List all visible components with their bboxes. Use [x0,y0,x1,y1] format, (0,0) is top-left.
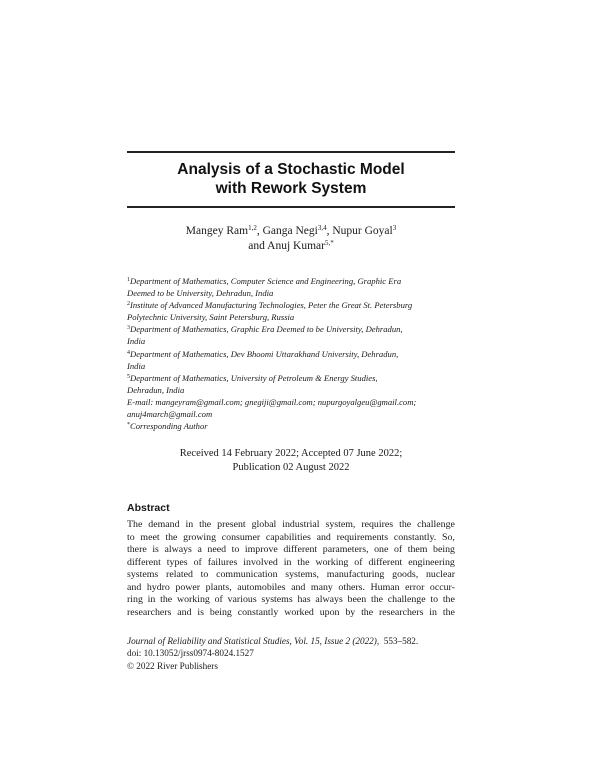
abstract-word: related [166,569,193,581]
author-affil-sup: 5,* [324,239,334,247]
author-line-1: Mangey Ram$^{1,2}$, Ganga Negi$^{3,4}$, Nupur Goyal$^3$ [185,224,397,237]
abstract-word: is [197,606,205,618]
abstract-word: the [199,519,212,530]
author-connector: and [248,240,265,252]
abstract-word: different [127,556,161,568]
abstract-word: working [176,594,210,606]
abstract-word: the [442,594,455,606]
abstract-word: of [193,556,202,568]
abstract-word: to [430,594,439,606]
abstract-word: is [152,544,159,556]
abstract-word: consumer [221,531,261,543]
affiliation-sup: 3 [127,325,130,332]
abstract-word: meet [140,531,160,543]
abstract-word: to [127,531,135,543]
corresponding-sup: * [127,422,130,429]
email-line: E-mail: mangeyram@gmail.com; gnegiji@gmail.com; nupurgoyalgeu@gmail.com; [127,396,417,407]
author-name: Anuj Kumar [267,240,325,252]
title-line-2: with Rework System [215,180,367,197]
abstract-word: them [407,544,428,556]
abstract-word: in [429,606,437,618]
abstract-word: and [316,531,331,543]
affiliation-line [127,372,467,384]
dates-line-1: Received 14 February 2022; Accepted 07 June 2022; [179,448,403,459]
abstract-word: systems [261,594,293,606]
abstract-word: many [310,581,333,593]
abstract-word: requires [361,519,394,530]
abstract-word: automobiles [237,581,286,593]
affiliation-text: Deemed to be University, Dehradun, India [127,288,274,299]
abstract-word: working [315,556,349,568]
abstract-body [127,519,455,619]
affiliation-sup: 4 [127,349,130,356]
abstract-word: improve [244,544,278,556]
abstract-word: ring [127,594,143,606]
abstract-word: error [405,581,425,593]
affiliation-line [127,360,467,372]
author-name: Nupur Goyal [332,225,393,237]
abstract-line [127,594,455,607]
abstract-word: researchers [379,606,424,618]
abstract-word: always [164,544,192,556]
abstract-word: The [127,519,143,530]
author-affil-sup: 3 [392,224,397,232]
abstract-word: manufacturing [326,569,385,581]
corresponding-author-note [127,420,467,432]
abstract-word: global [251,519,277,530]
abstract-word: the [442,606,455,618]
abstract-word: constantly. [393,531,437,543]
affiliation-sup: 5 [127,373,130,380]
journal-pages: 553–582. [383,636,419,646]
journal-citation [127,635,472,647]
abstract-word: demand [148,519,180,530]
abstract-line [127,569,455,582]
abstract-word: plants, [205,581,232,593]
affiliation-sup: 1 [127,277,130,283]
abstract-word: industrial [282,519,320,530]
abstract-word: the [370,594,384,606]
abstract-word: and [291,581,306,593]
affiliation-text: Department of Mathematics, Computer Science and Engineering, Graphic Era [130,276,402,286]
abstract-word: in [147,594,156,606]
journal-doi: doi: 10.13052/jrss0974-8024.1527 [127,648,254,659]
abstract-word: of [393,544,403,556]
abstract-word: involved [243,556,278,568]
title-top-rule [127,151,455,153]
abstract-word: there [127,544,147,556]
affiliation-text: Department of Mathematics, Dev Bhoomi Uttarakhand University, Dehradun, [130,348,399,359]
abstract-word: Human [370,581,400,593]
abstract-word: to [231,544,240,556]
abstract-word: different [283,544,318,556]
abstract-word: being [433,544,455,556]
abstract-heading: Abstract [127,502,170,514]
abstract-word: being [209,606,232,618]
abstract-word: occur- [429,581,455,593]
author-list [127,224,455,254]
abstract-word: the [297,556,310,568]
abstract-word: by [345,606,356,618]
affiliation-text: India [127,360,146,371]
abstract-word: need [207,544,227,556]
author-name: Mangey Ram [185,225,249,237]
abstract-line [127,557,455,570]
affiliations [127,275,467,432]
abstract-line [127,532,455,545]
abstract-word: and [177,606,192,618]
abstract-word: types [166,556,188,568]
affiliation-text: Dehradun, India [127,384,185,395]
author-line-2 [127,239,455,254]
abstract-word: growing [183,531,217,543]
abstract-word: of [354,556,363,568]
abstract-word: So, [441,531,455,543]
abstract-word: nuclear [425,569,455,581]
abstract-word: the [165,531,178,543]
title-line-1: Analysis of a Stochastic Model [177,161,405,178]
abstract-word: in [185,519,194,530]
abstract-line [127,519,455,532]
affiliation-text: Institute of Advanced Manufacturing Technologies, Peter the Great St. Petersburg [130,300,413,311]
abstract-word: parameters, [322,544,369,556]
journal-name: Journal of Reliability and Statistical Studies, Vol. 15, Issue 2 (2022), [127,636,380,646]
abstract-word: the [160,594,173,606]
affiliation-line [127,348,467,360]
abstract-word: and [127,581,142,593]
abstract-word: challenge [387,594,426,606]
abstract-word: goods, [392,569,419,581]
abstract-word: various [227,594,257,606]
affiliation-line [127,323,467,335]
abstract-word: always [315,594,343,606]
abstract-word: hydro [146,581,170,593]
email-line: anuj4march@gmail.com [127,409,213,420]
abstract-word: the [399,519,412,530]
abstract-word: challenge [417,519,455,530]
affiliation-text: Polytechnic University, Saint Petersburg, Russia [127,312,295,323]
journal-info [127,635,472,672]
affiliation-line [127,384,467,396]
publication-dates [127,447,455,474]
abstract-word: system, [325,519,356,530]
abstract-line [127,544,455,557]
paper-title [127,160,455,198]
abstract-word: the [361,606,374,618]
abstract-word: systems [127,569,159,581]
abstract-word: one [374,544,389,556]
affiliation-sup: 2 [127,301,130,308]
abstract-word: power [175,581,201,593]
abstract-word: to [200,569,209,581]
abstract-word: been [347,594,367,606]
abstract-word: constantly [237,606,279,618]
abstract-line [127,607,455,620]
abstract-word: systems, [285,569,320,581]
abstract-word: researchers [127,606,172,618]
abstract-word: present [217,519,246,530]
author-affil-sup: 3,4 [317,224,327,232]
abstract-line [127,582,455,595]
abstract-word: has [297,594,311,606]
title-bottom-rule [127,206,455,208]
dates-line-2: Publication 02 August 2022 [232,461,350,473]
abstract-word: failures [207,556,238,568]
affiliation-line [127,287,467,299]
abstract-word: different [368,556,403,568]
affiliation-line [127,299,467,311]
affiliation-text: Department of Mathematics, Graphic Era Deemed to be University, Dehradun, [130,324,403,335]
abstract-word: others. [338,581,365,593]
author-name: Ganga Negi [262,225,318,237]
affiliation-text: India [127,336,146,347]
abstract-word: upon [319,606,340,618]
affiliation-line [127,311,467,323]
journal-copyright: © 2022 River Publishers [127,660,218,671]
abstract-word: worked [284,606,314,618]
author-affil-sup: 1,2 [248,224,257,232]
affiliation-text: Department of Mathematics, University of Petroleum & Energy Studies, [130,372,378,383]
abstract-word: a [197,544,202,556]
affiliation-line [127,335,467,347]
corresponding-text: Corresponding Author [130,421,208,432]
abstract-word: capabilities [265,531,311,543]
affiliation-line [127,275,467,287]
abstract-word: communication [216,569,278,581]
abstract-word: in [283,556,292,568]
abstract-word: of [214,594,223,606]
abstract-word: requirements [336,531,389,543]
abstract-word: engineering [408,556,455,568]
